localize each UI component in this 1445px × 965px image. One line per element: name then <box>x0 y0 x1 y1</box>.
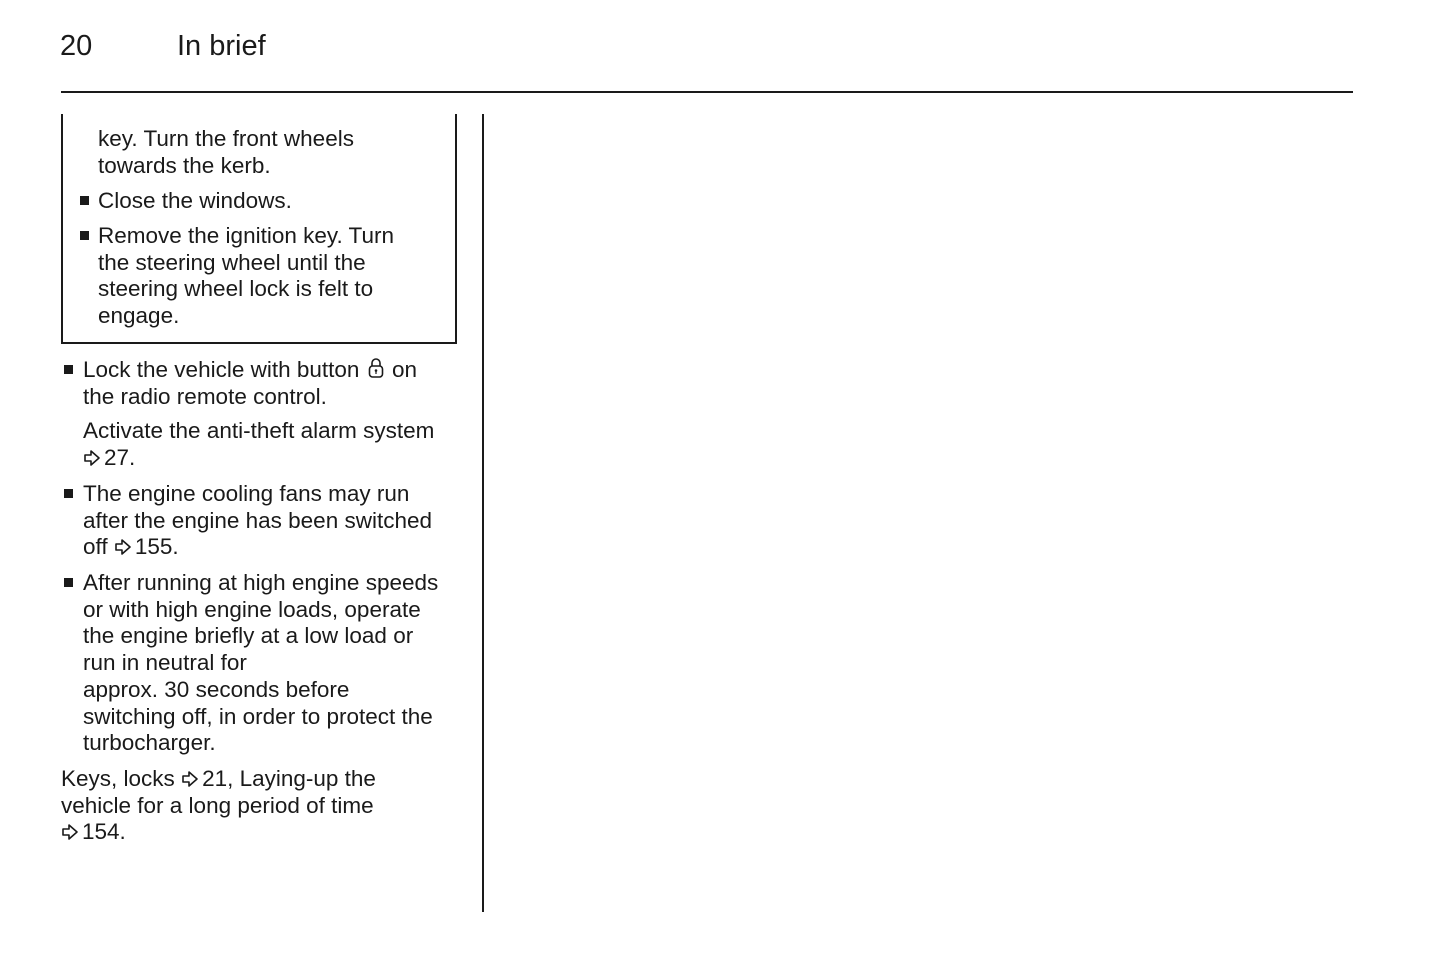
text-line: approx. 30 seconds before <box>83 676 350 702</box>
text-line: steering wheel lock is felt to <box>98 276 374 302</box>
page-reference[interactable]: 27. <box>104 445 136 471</box>
square-bullet-icon <box>64 578 73 587</box>
caution-box <box>61 114 457 344</box>
page-reference-arrow-icon <box>61 823 79 841</box>
text-line: vehicle for a long period of time <box>61 792 374 818</box>
text-line: the radio remote control. <box>83 383 327 409</box>
text-line: switching off, in order to protect the <box>83 703 433 729</box>
caution-box-continuation <box>98 126 448 179</box>
cross-references <box>61 766 461 846</box>
text-line: the engine briefly at a low load or <box>83 623 414 649</box>
text-line: turbocharger. <box>83 730 216 756</box>
lock-button-icon <box>368 357 384 378</box>
text-line: run in neutral for <box>83 650 247 676</box>
text-line: towards the kerb. <box>98 152 271 178</box>
text-line: key. Turn the front wheels <box>98 126 354 151</box>
text-line: or with high engine loads, operate <box>83 596 421 622</box>
page-reference-arrow-icon <box>181 770 199 788</box>
page-reference[interactable]: 154. <box>82 819 126 845</box>
text-line <box>83 445 463 472</box>
page-number: 20 <box>60 30 93 62</box>
page-reference-arrow-icon <box>83 449 101 467</box>
text-line: The engine cooling fans may run <box>83 481 410 506</box>
text-line: Remove the ignition key. Turn <box>98 223 394 248</box>
text-fragment: off <box>83 534 108 560</box>
square-bullet-icon <box>64 489 73 498</box>
page-reference-arrow-icon <box>114 538 132 556</box>
text-line <box>83 534 463 561</box>
text-line: After running at high engine speeds <box>83 570 439 595</box>
header-rule <box>61 91 1353 93</box>
page-reference[interactable]: 21, Laying-up the <box>202 766 376 791</box>
caution-item-remove-key <box>98 223 394 330</box>
text-line: the steering wheel until the <box>98 249 366 275</box>
square-bullet-icon <box>80 231 89 240</box>
caution-item-close-windows <box>98 188 292 215</box>
text-line <box>83 357 463 384</box>
list-item-lock-vehicle <box>83 357 463 472</box>
text-fragment: on <box>391 357 417 382</box>
list-item-turbocharger <box>83 570 463 757</box>
section-title: In brief <box>177 30 266 62</box>
list-item-cooling-fans <box>83 481 463 561</box>
page-reference[interactable]: 155. <box>134 534 179 560</box>
square-bullet-icon <box>64 365 73 374</box>
text-line: engage. <box>98 303 180 329</box>
text-fragment: Keys, locks <box>61 766 175 791</box>
text-line <box>61 766 461 793</box>
text-fragment: Lock the vehicle with button <box>83 357 360 382</box>
text-line: Close the windows. <box>98 188 292 213</box>
text-line: after the engine has been switched <box>83 507 432 533</box>
column-divider <box>482 114 484 912</box>
text-line <box>61 819 461 846</box>
text-line: Activate the anti-theft alarm system <box>83 418 435 444</box>
square-bullet-icon <box>80 196 89 205</box>
